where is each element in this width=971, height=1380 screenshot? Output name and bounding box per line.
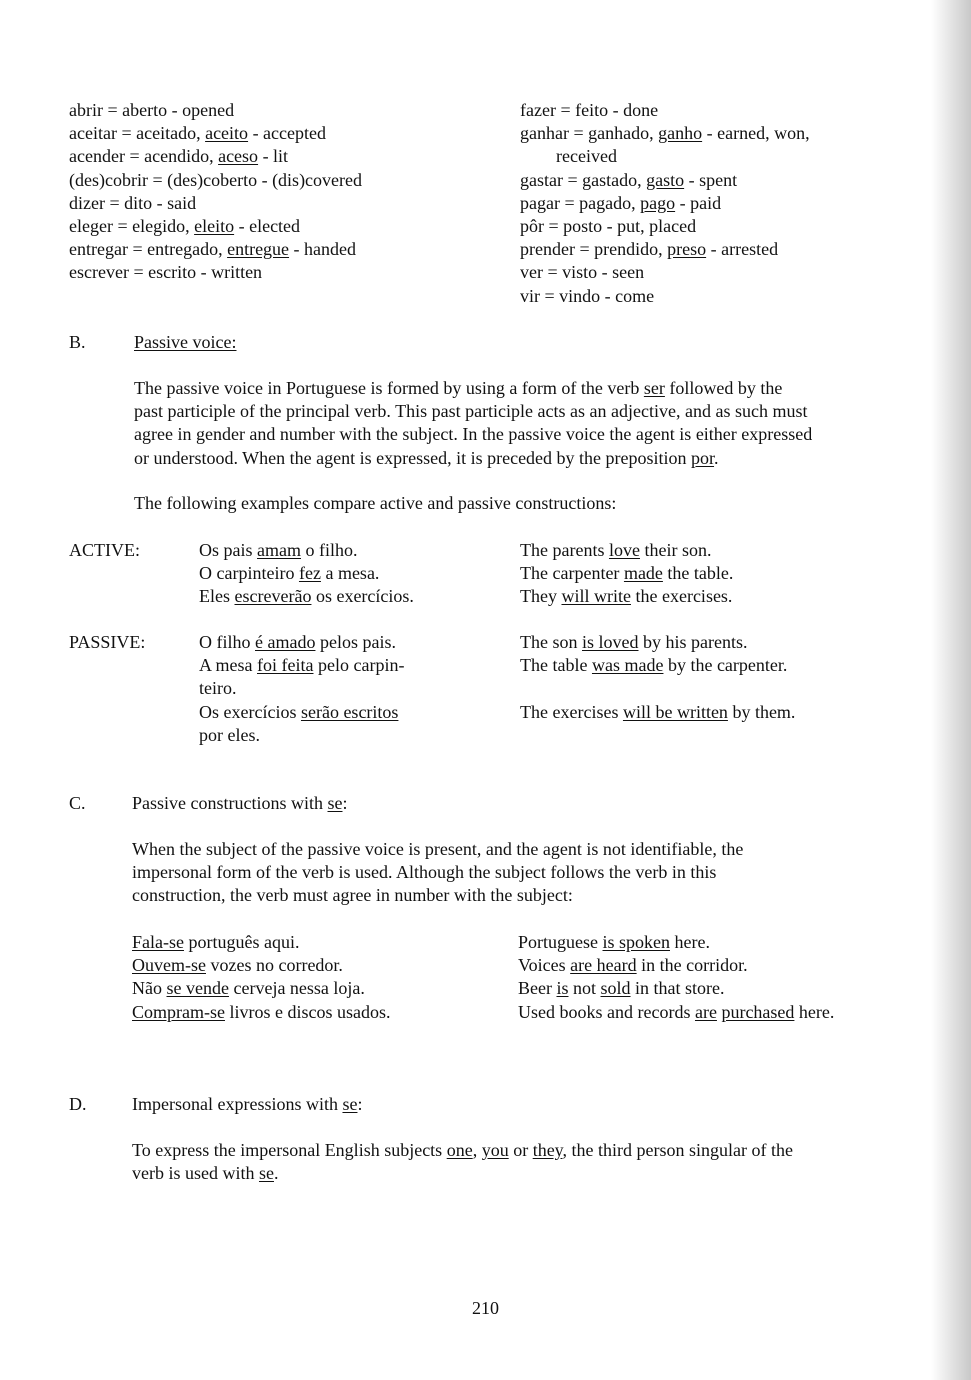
- text-run: or: [508, 1140, 533, 1160]
- active-label: ACTIVE:: [69, 540, 140, 560]
- se-examples-portuguese: [132, 931, 390, 1024]
- section-b-letter: B.: [69, 332, 86, 352]
- text-run: :: [342, 793, 348, 813]
- underlined-text: are heard: [570, 955, 637, 976]
- page-number: 210: [472, 1298, 499, 1318]
- underlined-text: will be written: [622, 701, 728, 722]
- underlined-text: ganho: [658, 123, 703, 144]
- text-line: [520, 122, 810, 145]
- section-c-letter: C.: [69, 793, 86, 813]
- text-run: their son.: [639, 540, 712, 560]
- underlined-text: is: [556, 978, 569, 999]
- text-run: construction, the verb must agree in number with the subject:: [132, 885, 573, 906]
- active-english-examples: [520, 539, 733, 609]
- text-run: livros e discos usados.: [224, 1001, 391, 1022]
- text-run: pelos pais.: [315, 632, 396, 652]
- text-line: [134, 447, 900, 470]
- text-run: in the corridor.: [636, 955, 748, 976]
- section-d-title: [132, 1093, 362, 1116]
- text-run: .: [273, 1163, 279, 1184]
- text-line: [520, 654, 795, 677]
- active-portuguese-examples: [199, 539, 414, 609]
- text-run: aceitar = aceitado,: [69, 123, 206, 144]
- text-run: prender = prendido,: [520, 239, 668, 260]
- text-run: ganhar = ganhado,: [520, 123, 659, 144]
- underlined-text: will write: [561, 586, 631, 607]
- underlined-text: is spoken: [602, 932, 670, 952]
- se-examples-english: [518, 931, 834, 1024]
- text-line: [132, 1001, 390, 1024]
- text-run: not: [568, 978, 601, 999]
- underlined-text: aceito: [205, 123, 249, 144]
- underlined-text: se: [258, 1163, 274, 1184]
- text-line: [520, 701, 795, 724]
- underlined-text: is loved: [582, 632, 639, 652]
- text-run: - earned, won,: [702, 123, 810, 144]
- text-line: [134, 400, 900, 423]
- text-run: vozes no corredor.: [205, 955, 343, 976]
- underlined-text: made: [623, 563, 663, 584]
- text-line: [69, 261, 362, 284]
- text-run: :: [357, 1094, 363, 1114]
- scan-edge-shadow: [931, 0, 971, 1380]
- text-line: [520, 99, 810, 122]
- text-line: [518, 931, 834, 954]
- underlined-text: was made: [591, 655, 664, 676]
- text-run: The passive voice in Portuguese is formed by using a form of the verb: [134, 378, 644, 398]
- text-run: entregar = entregado,: [69, 239, 228, 260]
- text-run: by them.: [727, 701, 796, 722]
- underlined-text: gasto: [646, 169, 685, 190]
- text-line: [199, 677, 404, 700]
- text-run: abrir = aberto - opened: [69, 100, 235, 120]
- text-run: They: [520, 586, 562, 607]
- text-run: pelo carpin-: [313, 655, 405, 676]
- text-run: the table.: [662, 563, 734, 584]
- text-line: [520, 585, 733, 608]
- underlined-text: se: [327, 793, 343, 813]
- text-run: Used books and records: [518, 1001, 695, 1022]
- text-line: [132, 954, 390, 977]
- text-line: [199, 631, 404, 654]
- passive-label: PASSIVE:: [69, 632, 146, 652]
- section-c-title: [132, 792, 348, 815]
- text-run: escrever = escrito - written: [69, 262, 263, 283]
- text-run: - accepted: [248, 123, 327, 144]
- text-line: [199, 654, 404, 677]
- text-run: os exercícios.: [311, 586, 414, 607]
- text-line: [520, 562, 733, 585]
- text-run: , the third person singular of the: [562, 1140, 793, 1160]
- text-line: [132, 1162, 793, 1185]
- text-run: The son: [520, 632, 582, 652]
- text-run: Eles: [199, 586, 235, 607]
- text-run: - handed: [289, 239, 357, 260]
- text-run: .: [714, 447, 719, 468]
- text-line: [520, 631, 795, 654]
- text-run: impersonal form of the verb is used. Although the subject follows the verb in this: [132, 862, 717, 883]
- underlined-text: por: [691, 447, 715, 468]
- text-run: Os exercícios: [199, 701, 301, 722]
- text-line: [518, 954, 834, 977]
- text-run: The parents: [520, 540, 609, 560]
- passive-english-examples: [520, 631, 795, 724]
- text-run: ,: [472, 1140, 482, 1160]
- text-run: a mesa.: [320, 563, 380, 584]
- section-d-paragraph: [132, 1139, 793, 1185]
- underlined-text: se: [342, 1094, 358, 1114]
- text-run: The exercises: [520, 701, 623, 722]
- text-line: [134, 423, 900, 446]
- underlined-text: sold: [600, 978, 631, 999]
- text-run: received: [520, 146, 617, 167]
- text-run: by the carpenter.: [663, 655, 788, 676]
- text-run: teiro.: [199, 678, 237, 699]
- section-d-letter: D.: [69, 1094, 87, 1114]
- underlined-text: fez: [298, 563, 321, 584]
- text-run: A mesa: [199, 655, 257, 676]
- text-run: The carpenter: [520, 563, 624, 584]
- text-run: Impersonal expressions with: [132, 1094, 343, 1114]
- text-run: followed by the: [664, 378, 783, 398]
- text-run: agree in gender and number with the subject. In the passive voice the agent is either expressed: [134, 424, 813, 445]
- text-line: [132, 838, 743, 861]
- underlined-text: they: [532, 1140, 563, 1160]
- text-line: [69, 215, 362, 238]
- text-line: [134, 492, 616, 515]
- section-c-paragraph: [132, 838, 743, 908]
- underlined-text: purchased: [721, 1001, 795, 1022]
- text-run: Beer: [518, 978, 557, 999]
- underlined-text: se vende: [166, 978, 229, 999]
- underlined-text: escreverão: [234, 586, 312, 607]
- text-run: - paid: [675, 192, 722, 213]
- text-run: the exercises.: [630, 586, 733, 607]
- text-run: vir = vindo - come: [520, 285, 655, 306]
- text-run: - lit: [258, 146, 289, 167]
- underlined-text: foi feita: [257, 655, 314, 676]
- text-run: here.: [794, 1001, 835, 1022]
- text-run: O carpinteiro: [199, 563, 299, 584]
- text-run: verb is used with: [132, 1163, 259, 1184]
- passive-portuguese-examples: [199, 631, 404, 747]
- text-line: [520, 192, 810, 215]
- text-run: Passive constructions with: [132, 793, 328, 813]
- text-line: [69, 192, 362, 215]
- text-line: [69, 99, 362, 122]
- text-run: português aqui.: [183, 932, 300, 952]
- underlined-text: one: [446, 1140, 473, 1160]
- section-b-title: Passive voice:: [134, 332, 237, 352]
- text-line: [520, 677, 795, 700]
- section-b-paragraph: [134, 377, 900, 470]
- text-line: [69, 122, 362, 145]
- underlined-text: love: [608, 540, 640, 560]
- text-line: [132, 977, 390, 1000]
- text-run: (des)cobrir = (des)coberto - (dis)covered: [69, 169, 363, 190]
- text-run: Os pais: [199, 540, 257, 560]
- text-line: [69, 238, 362, 261]
- underlined-text: preso: [667, 239, 707, 260]
- underlined-text: é amado: [255, 632, 316, 652]
- underlined-text: entregue: [227, 239, 290, 260]
- text-run: Portuguese: [518, 932, 603, 952]
- underlined-text: Fala-se: [132, 932, 184, 952]
- underlined-text: aceso: [218, 146, 259, 167]
- underlined-text: serão escritos: [300, 701, 399, 722]
- text-line: [132, 1139, 793, 1162]
- text-line: [520, 145, 810, 168]
- text-line: [520, 169, 810, 192]
- text-run: pôr = posto - put, placed: [520, 216, 697, 237]
- text-line: [134, 377, 900, 400]
- text-run: gastar = gastado,: [520, 169, 647, 190]
- underlined-text: amam: [257, 540, 301, 560]
- text-line: [132, 884, 743, 907]
- text-run: Voices: [518, 955, 571, 976]
- text-run: pagar = pagado,: [520, 192, 641, 213]
- text-run: or understood. When the agent is expressed, it is preceded by the preposition: [134, 447, 692, 468]
- text-run: acender = acendido,: [69, 146, 219, 167]
- text-run: The table: [520, 655, 592, 676]
- text-run: ver = visto - seen: [520, 262, 645, 283]
- text-run: por eles.: [199, 724, 260, 745]
- text-run: - spent: [684, 169, 738, 190]
- text-run: past participle of the principal verb. This past participle acts as an adjective, and as such must: [134, 401, 808, 422]
- text-run: - arrested: [706, 239, 779, 260]
- text-line: [199, 539, 414, 562]
- text-line: [520, 215, 810, 238]
- underlined-text: eleito: [194, 216, 235, 237]
- text-line: [132, 861, 743, 884]
- text-line: [69, 145, 362, 168]
- text-run: - elected: [234, 216, 301, 237]
- text-run: Não: [132, 978, 167, 999]
- text-line: [199, 701, 404, 724]
- text-run: dizer = dito - said: [69, 192, 197, 213]
- text-line: [520, 285, 810, 308]
- text-line: [518, 1001, 834, 1024]
- text-run: The following examples compare active and passive constructions:: [134, 493, 617, 513]
- text-run: When the subject of the passive voice is present, and the agent is not identifiable, the: [132, 839, 744, 859]
- text-run: O filho: [199, 632, 255, 652]
- text-line: [199, 562, 414, 585]
- participle-list-right: [520, 99, 810, 308]
- text-run: o filho.: [300, 540, 358, 560]
- text-line: [69, 169, 362, 192]
- text-run: by his parents.: [638, 632, 748, 652]
- underlined-text: Compram-se: [132, 1001, 225, 1022]
- text-run: cerveja nessa loja.: [228, 978, 365, 999]
- text-line: [518, 977, 834, 1000]
- underlined-text: you: [481, 1140, 509, 1160]
- text-run: fazer = feito - done: [520, 100, 659, 120]
- text-line: [199, 585, 414, 608]
- text-run: in that store.: [630, 978, 725, 999]
- section-b-intro: [134, 492, 616, 515]
- text-run: To express the impersonal English subjects: [132, 1140, 447, 1160]
- text-run: eleger = elegido,: [69, 216, 195, 237]
- text-line: [520, 539, 733, 562]
- underlined-text: pago: [640, 192, 676, 213]
- text-line: [199, 724, 404, 747]
- underlined-text: ser: [643, 378, 665, 398]
- participle-list-left: [69, 99, 362, 285]
- text-line: [132, 931, 390, 954]
- underlined-text: Ouvem-se: [132, 955, 206, 976]
- text-run: here.: [670, 932, 710, 952]
- text-line: [520, 261, 810, 284]
- underlined-text: are: [694, 1001, 717, 1022]
- text-line: [520, 238, 810, 261]
